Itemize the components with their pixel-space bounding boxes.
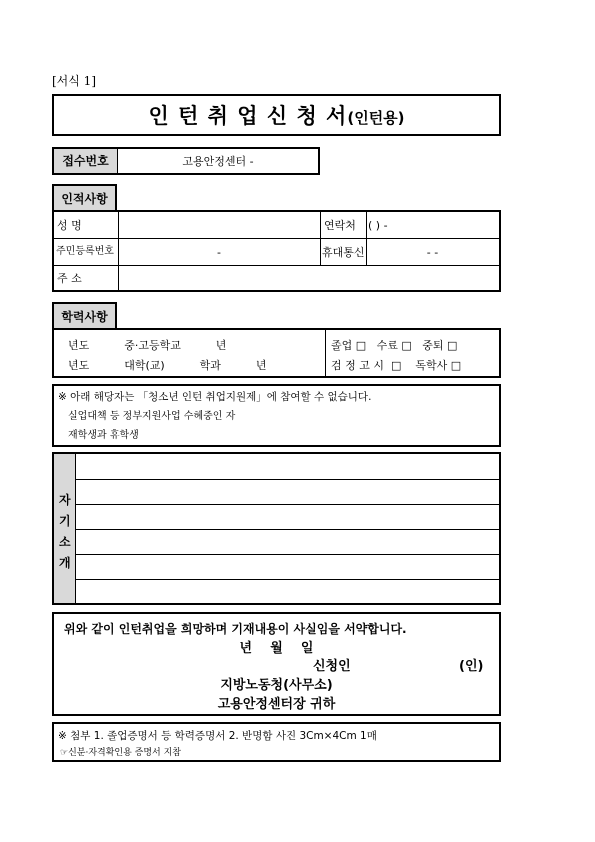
contact-label: 연락처 xyxy=(324,219,356,232)
pledge-date[interactable]: 년 월 일 xyxy=(239,641,314,656)
address-field[interactable] xyxy=(120,267,498,289)
notice-line-1: ※ 아래 해당자는 「청소년 인턴 취업지원제」에 참여할 수 없습니다. xyxy=(58,391,372,403)
form-subtitle: (인턴용) xyxy=(347,109,405,127)
receipt-label: 접수번호 xyxy=(62,154,109,168)
self-intro-char-2: 기 xyxy=(59,514,71,528)
self-intro-char-4: 개 xyxy=(59,556,71,570)
self-intro-box xyxy=(52,452,501,605)
education-row1-right[interactable]: 졸업 □ 수료 □ 중퇴 □ xyxy=(331,339,458,352)
notice-box xyxy=(52,384,501,447)
self-intro-char-1: 자 xyxy=(59,493,71,507)
attachment-line-1: ※ 첨부 1. 졸업증명서 등 학력증명서 2. 반명함 사진 3Cm×4Cm 1매 xyxy=(58,730,377,742)
address-label: 주 소 xyxy=(57,272,82,285)
education-section-label: 학력사항 xyxy=(61,310,108,324)
title-box xyxy=(52,94,501,136)
receipt-box xyxy=(52,147,320,175)
education-table xyxy=(52,328,501,378)
labor-office: 지방노동청(사무소) xyxy=(220,678,333,693)
name-field[interactable] xyxy=(120,213,318,237)
attachment-line-2: ☞신분·자격확인용 증명서 지참 xyxy=(60,748,181,758)
notice-line-3: 재학생과 휴학생 xyxy=(68,430,139,441)
name-label: 성 명 xyxy=(57,219,82,232)
education-row2-right[interactable]: 검 정 고 시 □ 독학사 □ xyxy=(331,359,462,372)
form-label: [서식 1] xyxy=(52,74,96,88)
education-row2-left: 년도 대학(교) 학과 년 xyxy=(68,359,267,372)
personal-table xyxy=(52,210,501,292)
education-section-tab xyxy=(52,302,117,329)
self-intro-char-3: 소 xyxy=(59,535,71,549)
id-number-field[interactable]: - xyxy=(217,246,221,259)
notice-line-2: 실업대책 등 정부지원사업 수혜중인 자 xyxy=(68,411,236,422)
form-title: 인 턴 취 업 신 청 서 xyxy=(148,104,348,128)
mobile-label: 휴대통신 xyxy=(322,246,365,259)
id-number-label: 주민등록번호 xyxy=(56,246,114,257)
addressee: 고용안정센터장 귀하 xyxy=(217,697,336,712)
self-intro-text-area[interactable] xyxy=(78,454,499,603)
personal-section-label: 인적사항 xyxy=(61,192,108,206)
receipt-value[interactable]: 고용안정센터 - xyxy=(182,155,254,168)
seal-mark: (인) xyxy=(459,659,484,674)
applicant-label: 신청인 xyxy=(313,659,351,674)
pledge-statement: 위와 같이 인턴취업을 희망하며 기재내용이 사실임을 서약합니다. xyxy=(64,622,407,636)
contact-field[interactable]: ( ) - xyxy=(368,219,388,232)
pledge-box xyxy=(52,612,501,716)
attachment-box xyxy=(52,722,501,762)
mobile-field[interactable]: - - xyxy=(426,246,439,259)
education-row1-left: 년도 중·고등학교 년 xyxy=(68,339,227,352)
personal-section-tab xyxy=(52,184,117,211)
